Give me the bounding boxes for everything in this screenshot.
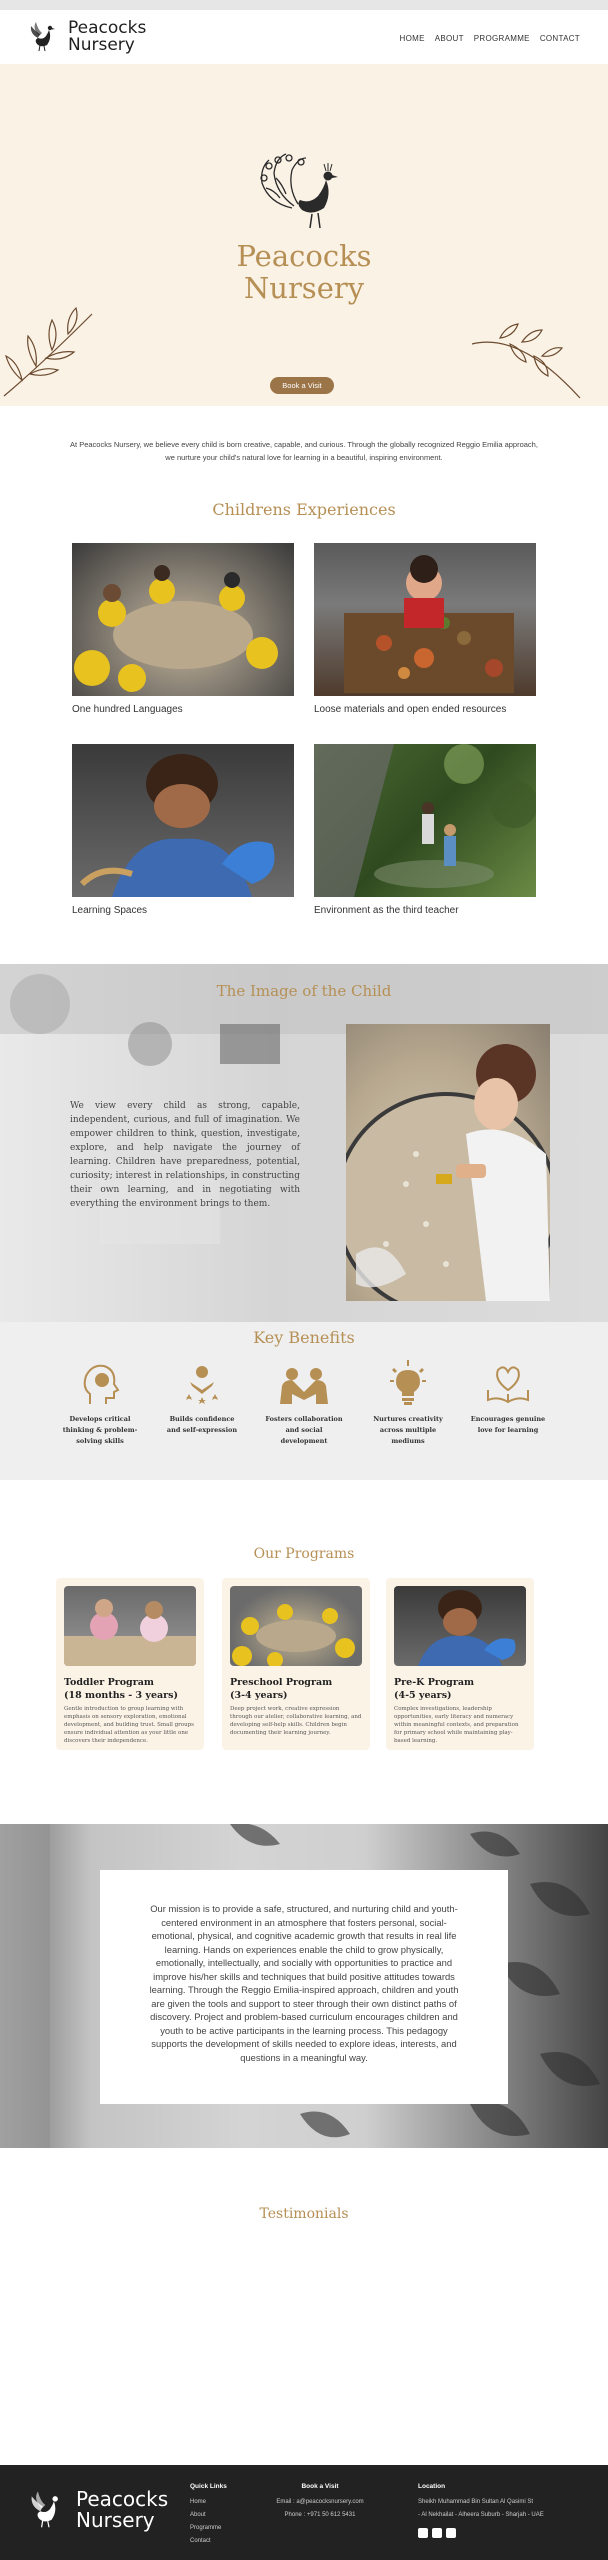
- experience-photo-3[interactable]: [72, 744, 294, 897]
- facebook-icon[interactable]: [418, 2528, 428, 2538]
- experience-caption-4: Environment as the third teacher: [314, 905, 459, 916]
- quick-links-title: Quick Links: [190, 2483, 227, 2490]
- benefit-label: Fosters collaboration and social development: [265, 1415, 343, 1445]
- footer-quick-links: [190, 2483, 227, 2548]
- program-name: Preschool Program: [230, 1677, 333, 1688]
- experience-caption-1: One hundred Languages: [72, 704, 183, 715]
- book-heart-icon: [484, 1360, 532, 1408]
- program-card-toddler[interactable]: [56, 1578, 204, 1750]
- program-description: Complex investigations, leadership opportunities, early literacy and numeracy within meaningful contexts, and preparation for primary school while maintaining play-based learning.: [394, 1706, 519, 1744]
- instagram-icon[interactable]: [432, 2528, 442, 2538]
- experience-caption-2: Loose materials and open ended resources: [314, 704, 507, 715]
- nav-about[interactable]: ABOUT: [434, 34, 464, 43]
- peacock-hero-icon: [254, 148, 354, 238]
- program-age: (18 months - 3 years): [64, 1690, 179, 1701]
- experience-photo-1[interactable]: [72, 543, 294, 696]
- program-photo: [394, 1586, 526, 1666]
- footer-location: [418, 2483, 588, 2522]
- footer-logo[interactable]: [28, 2489, 168, 2531]
- head-lightbulb-icon: [76, 1360, 124, 1408]
- brand-name-line2: Nursery: [68, 35, 135, 55]
- intro-text: At Peacocks Nursery, we believe every child is born creative, capable, and curious. Through the globally recognized Reggio Emilia approach, we nurture your child's natural love for learning in a beautiful, inspiring environment.: [70, 440, 538, 462]
- benefit-item: [60, 1360, 140, 1447]
- mission-text: Our mission is to provide a safe, structured, and nurturing child and youth-centered environment in an atmosphere that fosters personal, social-emotional, physical, and cognitive academic growth that results in real life learning. Hands on experiences enable the child to grow physically, emotionally, intellectually, and socially with opportunities to practice and improve his/her skills and techniques that build positive attitudes towards learning. Through the Reggio Emilia-inspired approach, children and youth are given the tools and support to steer through their own distinct paths of discovery. Project and problem-based curriculum encourages children and youth to be active participants in the learning process. This pedagogy supports the development of skills needed to explore ideas, interests, and questions in a meaningful way.: [149, 1903, 459, 2063]
- program-name: Pre-K Program: [394, 1677, 475, 1688]
- benefits-title: Key Benefits: [253, 1328, 355, 1347]
- program-description: Deep project work, creative expression through our atelier, collaborative learning, and developing self-help skills. Children begin documenting their learning journey.: [230, 1706, 362, 1736]
- benefit-item: [468, 1360, 548, 1436]
- program-age: (4-5 years): [394, 1690, 452, 1701]
- site-footer: [0, 2465, 608, 2560]
- benefit-item: [264, 1360, 344, 1447]
- hero-title-line2: Nursery: [243, 271, 365, 305]
- benefit-item: [368, 1360, 448, 1447]
- book-visit-button[interactable]: Book a Visit: [270, 377, 334, 394]
- experiences-title: Childrens Experiences: [212, 500, 396, 519]
- footer-link-contact[interactable]: Contact: [190, 2538, 211, 2544]
- experience-caption-3: Learning Spaces: [72, 905, 148, 916]
- hero-title-line1: Peacocks: [236, 239, 372, 273]
- site-header: [0, 10, 608, 64]
- hero-section: [0, 64, 608, 406]
- image-of-child-title: The Image of the Child: [216, 982, 392, 1000]
- nav-programme[interactable]: PROGRAMME: [473, 34, 530, 43]
- leaf-branch-left-icon: [2, 304, 97, 399]
- benefit-label: Builds confidence and self-expression: [166, 1415, 238, 1434]
- footer-email[interactable]: Email : a@peacocksnursery.com: [276, 2499, 364, 2505]
- experience-photo-4[interactable]: [314, 744, 536, 897]
- footer-link-about[interactable]: About: [190, 2512, 206, 2518]
- benefit-item: [162, 1360, 242, 1436]
- footer-link-home[interactable]: Home: [190, 2499, 207, 2505]
- benefit-label: Nurtures creativity across multiple mediums: [373, 1415, 443, 1445]
- footer-brand-line2: Nursery: [76, 2508, 155, 2532]
- peacock-logo-icon: [28, 2489, 70, 2531]
- people-collaboration-icon: [276, 1360, 332, 1408]
- image-of-child-text: We view every child as strong, capable, independent, curious, and full of imagination. We empower children to think, question, investigate, explore, and help navigate the journey of learning. Children have preparedness, potential, curiosity; interest in relationships, in constructing their own learning, and in negotiating with everything the environment brings to them.: [70, 1101, 300, 1209]
- nav-home[interactable]: HOME: [399, 34, 425, 43]
- footer-address-line1: Sheikh Muhammad Bin Sultan Al Qasimi St: [418, 2499, 534, 2505]
- location-title: Location: [418, 2483, 446, 2490]
- nav-contact[interactable]: CONTACT: [539, 34, 580, 43]
- leaf-branch-right-icon: [470, 322, 590, 402]
- brand-logo[interactable]: [28, 20, 146, 54]
- programs-title: Our Programs: [253, 1546, 355, 1562]
- program-photo: [230, 1586, 362, 1666]
- footer-link-programme[interactable]: Programme: [190, 2525, 222, 2531]
- visit-title: Book a Visit: [301, 2483, 339, 2490]
- footer-address-line2: - Al Nekhailat - Alheera Suburb - Sharjah - UAE: [418, 2512, 544, 2518]
- program-photo: [64, 1586, 196, 1666]
- footer-brand-line1: Peacocks: [76, 2487, 169, 2511]
- browser-top-strip: [0, 0, 608, 10]
- footer-visit: [270, 2483, 370, 2522]
- peacock-logo-icon: [28, 20, 62, 54]
- child-sand-photo[interactable]: [346, 1024, 550, 1301]
- program-name: Toddler Program: [64, 1677, 154, 1688]
- benefit-label: Encourages genuine love for learning: [470, 1415, 546, 1434]
- program-age: (3-4 years): [230, 1690, 288, 1701]
- testimonials-title: Testimonials: [259, 2206, 349, 2222]
- lightbulb-icon: [384, 1360, 432, 1408]
- footer-phone[interactable]: Phone : +971 50 612 5431: [284, 2512, 356, 2518]
- brand-name-line1: Peacocks: [68, 18, 147, 38]
- program-card-prek[interactable]: [386, 1578, 534, 1750]
- trophy-stars-icon: [178, 1360, 226, 1408]
- program-card-preschool[interactable]: [222, 1578, 370, 1750]
- program-description: Gentle introduction to group learning with emphasis on sensory exploration, emotional development, and building trust. Small groups ensure individual attention as your little one discovers their independence.: [64, 1706, 194, 1744]
- main-nav: [400, 34, 580, 43]
- whatsapp-icon[interactable]: [446, 2528, 456, 2538]
- benefit-label: Develops critical thinking & problem-solving skills: [62, 1415, 138, 1445]
- experience-photo-2[interactable]: [314, 543, 536, 696]
